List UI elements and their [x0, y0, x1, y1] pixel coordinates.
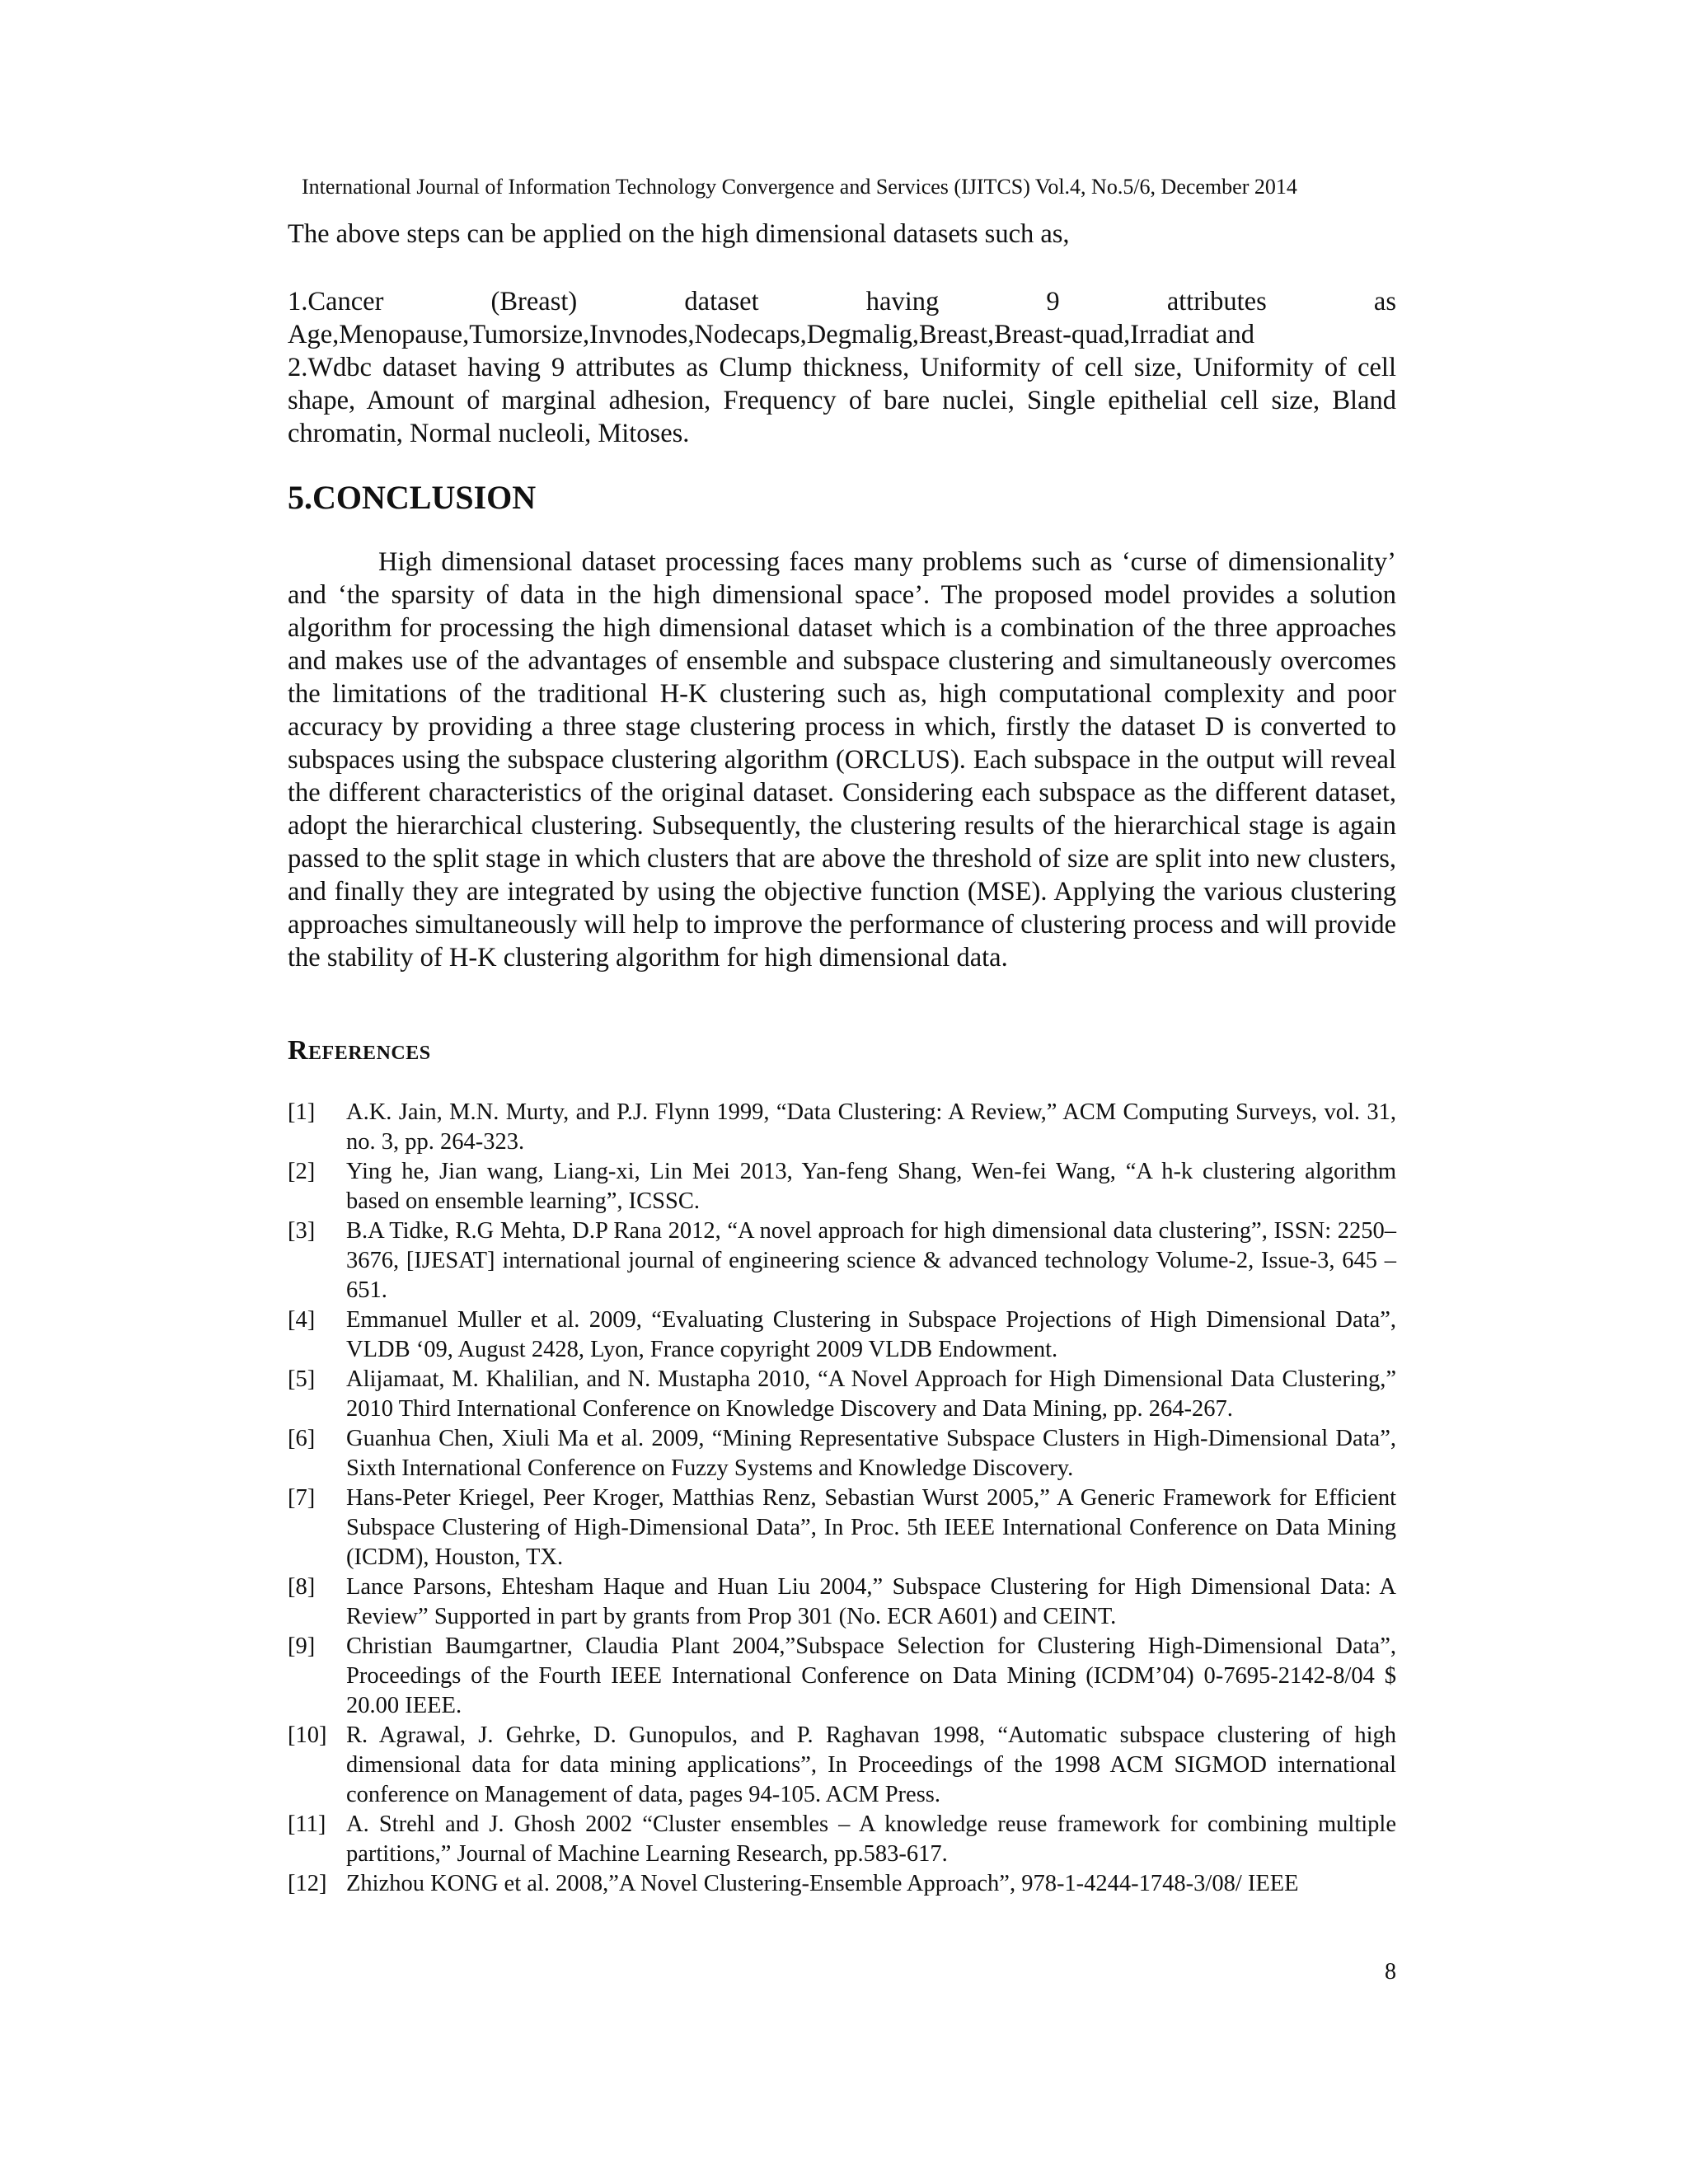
reference-number: [2] — [288, 1159, 316, 1184]
reference-text: Emmanuel Muller et al. 2009, “Evaluating Clustering in Subspace Projections of High Dimensional Data”, VLDB ‘09, August 2428, Lyon, France copyright 2009 VLDB Endowment. — [346, 1307, 1396, 1362]
reference-number: [6] — [288, 1426, 316, 1451]
dataset-item-1-line-1: 1.Cancer (Breast) dataset having 9 attributes as — [288, 287, 1396, 316]
dataset-item-1-line-2: Age,Menopause,Tumorsize,Invnodes,Nodecaps,Degmalig,Breast,Breast-quad,Irradiat and — [288, 320, 1254, 349]
reference-item — [288, 1098, 1396, 1157]
reference-text: A.K. Jain, M.N. Murty, and P.J. Flynn 1999, “Data Clustering: A Review,” ACM Computing Surveys, vol. 31, no. 3, pp. 264-323. — [346, 1099, 1396, 1155]
reference-text: Christian Baumgartner, Claudia Plant 2004,”Subspace Selection for Clustering High-Dimensional Data”, Proceedings of the Fourth IEEE International Conference on Data Mining (ICDM’04) 0-7695-2142-8/04 $ 20.00 IEEE. — [346, 1633, 1396, 1718]
reference-item — [288, 1216, 1396, 1305]
reference-number: [11] — [288, 1811, 326, 1837]
reference-number: [8] — [288, 1574, 316, 1600]
reference-item — [288, 1810, 1396, 1869]
reference-number: [1] — [288, 1099, 316, 1125]
reference-item — [288, 1157, 1396, 1216]
reference-item — [288, 1632, 1396, 1721]
dataset-item-2: 2.Wdbc dataset having 9 attributes as Clump thickness, Uniformity of cell size, Uniformity of cell shape, Amount of marginal adhesion, Frequency of bare nuclei, Single epithelial cell size, Bland chromatin, Normal nucleoli, Mitoses. — [288, 353, 1396, 448]
intro-paragraph: The above steps can be applied on the high dimensional datasets such as, — [288, 219, 1070, 249]
reference-text: Alijamaat, M. Khalilian, and N. Mustapha 2010, “A Novel Approach for High Dimensional Data Clustering,” 2010 Third International Conference on Knowledge Discovery and Data Mining, pp. 264-267. — [346, 1366, 1396, 1422]
reference-text: B.A Tidke, R.G Mehta, D.P Rana 2012, “A novel approach for high dimensional data clustering”, ISSN: 2250–3676, [IJESAT] international journal of engineering science & advanced technology Volume-2, Issue-3, 645 – 651. — [346, 1218, 1396, 1303]
reference-item — [288, 1721, 1396, 1810]
reference-text: Lance Parsons, Ehtesham Haque and Huan Liu 2004,” Subspace Clustering for High Dimensional Data: A Review” Supported in part by grants from Prop 301 (No. ECR A601) and CEINT. — [346, 1574, 1396, 1629]
dataset-list — [288, 285, 1396, 450]
reference-number: [12] — [288, 1871, 327, 1896]
reference-number: [4] — [288, 1307, 316, 1333]
reference-number: [5] — [288, 1366, 316, 1392]
reference-number: [3] — [288, 1218, 316, 1244]
conclusion-heading: 5.CONCLUSION — [288, 479, 537, 516]
reference-text: Guanhua Chen, Xiuli Ma et al. 2009, “Mining Representative Subspace Clusters in High-Dimensional Data”, Sixth International Conference on Fuzzy Systems and Knowledge Discovery. — [346, 1426, 1396, 1481]
reference-text: R. Agrawal, J. Gehrke, D. Gunopulos, and P. Raghavan 1998, “Automatic subspace clustering of high dimensional data for data mining applications”, In Proceedings of the 1998 ACM SIGMOD international conference on Management of data, pages 94-105. ACM Press. — [346, 1722, 1396, 1807]
conclusion-text: High dimensional dataset processing faces many problems such as ‘curse of dimensionality’ and ‘the sparsity of data in the high dimensional space’. The proposed model provides a solution algorithm for processing the high dimensional dataset which is a combination of the three approaches and makes use of the advantages of ensemble and subspace clustering and simultaneously overcomes the limitations of the traditional H-K clustering such as, high computational complexity and poor accuracy by providing a three stage clustering process in which, firstly the dataset D is converted to subspaces using the subspace clustering algorithm (ORCLUS). Each subspace in the output will reveal the different characteristics of the original dataset. Considering each subspace as the different dataset, adopt the hierarchical clustering. Subsequently, the clustering results of the hierarchical stage is again passed to the split stage in which clusters that are above the threshold of size are split into new clusters, and finally they are integrated by using the objective function (MSE). Applying the various clustering approaches simultaneously will help to improve the performance of clustering process and will provide the stability of H-K clustering algorithm for high dimensional data. — [288, 547, 1396, 972]
conclusion-paragraph — [288, 546, 1396, 974]
reference-item — [288, 1572, 1396, 1632]
reference-text: Ying he, Jian wang, Liang-xi, Lin Mei 2013, Yan-feng Shang, Wen-fei Wang, “A h-k clustering algorithm based on ensemble learning”, ICSSC. — [346, 1159, 1396, 1214]
reference-text: Hans-Peter Kriegel, Peer Kroger, Matthias Renz, Sebastian Wurst 2005,” A Generic Framework for Efficient Subspace Clustering of High-Dimensional Data”, In Proc. 5th IEEE International Conference on Data Mining (ICDM), Houston, TX. — [346, 1485, 1396, 1570]
reference-text: Zhizhou KONG et al. 2008,”A Novel Clustering-Ensemble Approach”, 978-1-4244-1748-3/08/ IEEE — [346, 1871, 1299, 1896]
references-list — [288, 1098, 1396, 1899]
reference-item — [288, 1483, 1396, 1572]
reference-number: [7] — [288, 1485, 316, 1511]
running-header: International Journal of Information Technology Convergence and Services (IJITCS) Vol.4, No.5/6, December 2014 — [302, 175, 1297, 199]
reference-item — [288, 1365, 1396, 1424]
reference-item — [288, 1869, 1396, 1899]
reference-item — [288, 1424, 1396, 1483]
reference-number: [9] — [288, 1633, 316, 1659]
reference-text: A. Strehl and J. Ghosh 2002 “Cluster ensembles – A knowledge reuse framework for combining multiple partitions,” Journal of Machine Learning Research, pp.583-617. — [346, 1811, 1396, 1867]
page-number: 8 — [1385, 1959, 1396, 1985]
reference-number: [10] — [288, 1722, 327, 1748]
references-heading: References — [288, 1035, 431, 1066]
reference-item — [288, 1305, 1396, 1365]
